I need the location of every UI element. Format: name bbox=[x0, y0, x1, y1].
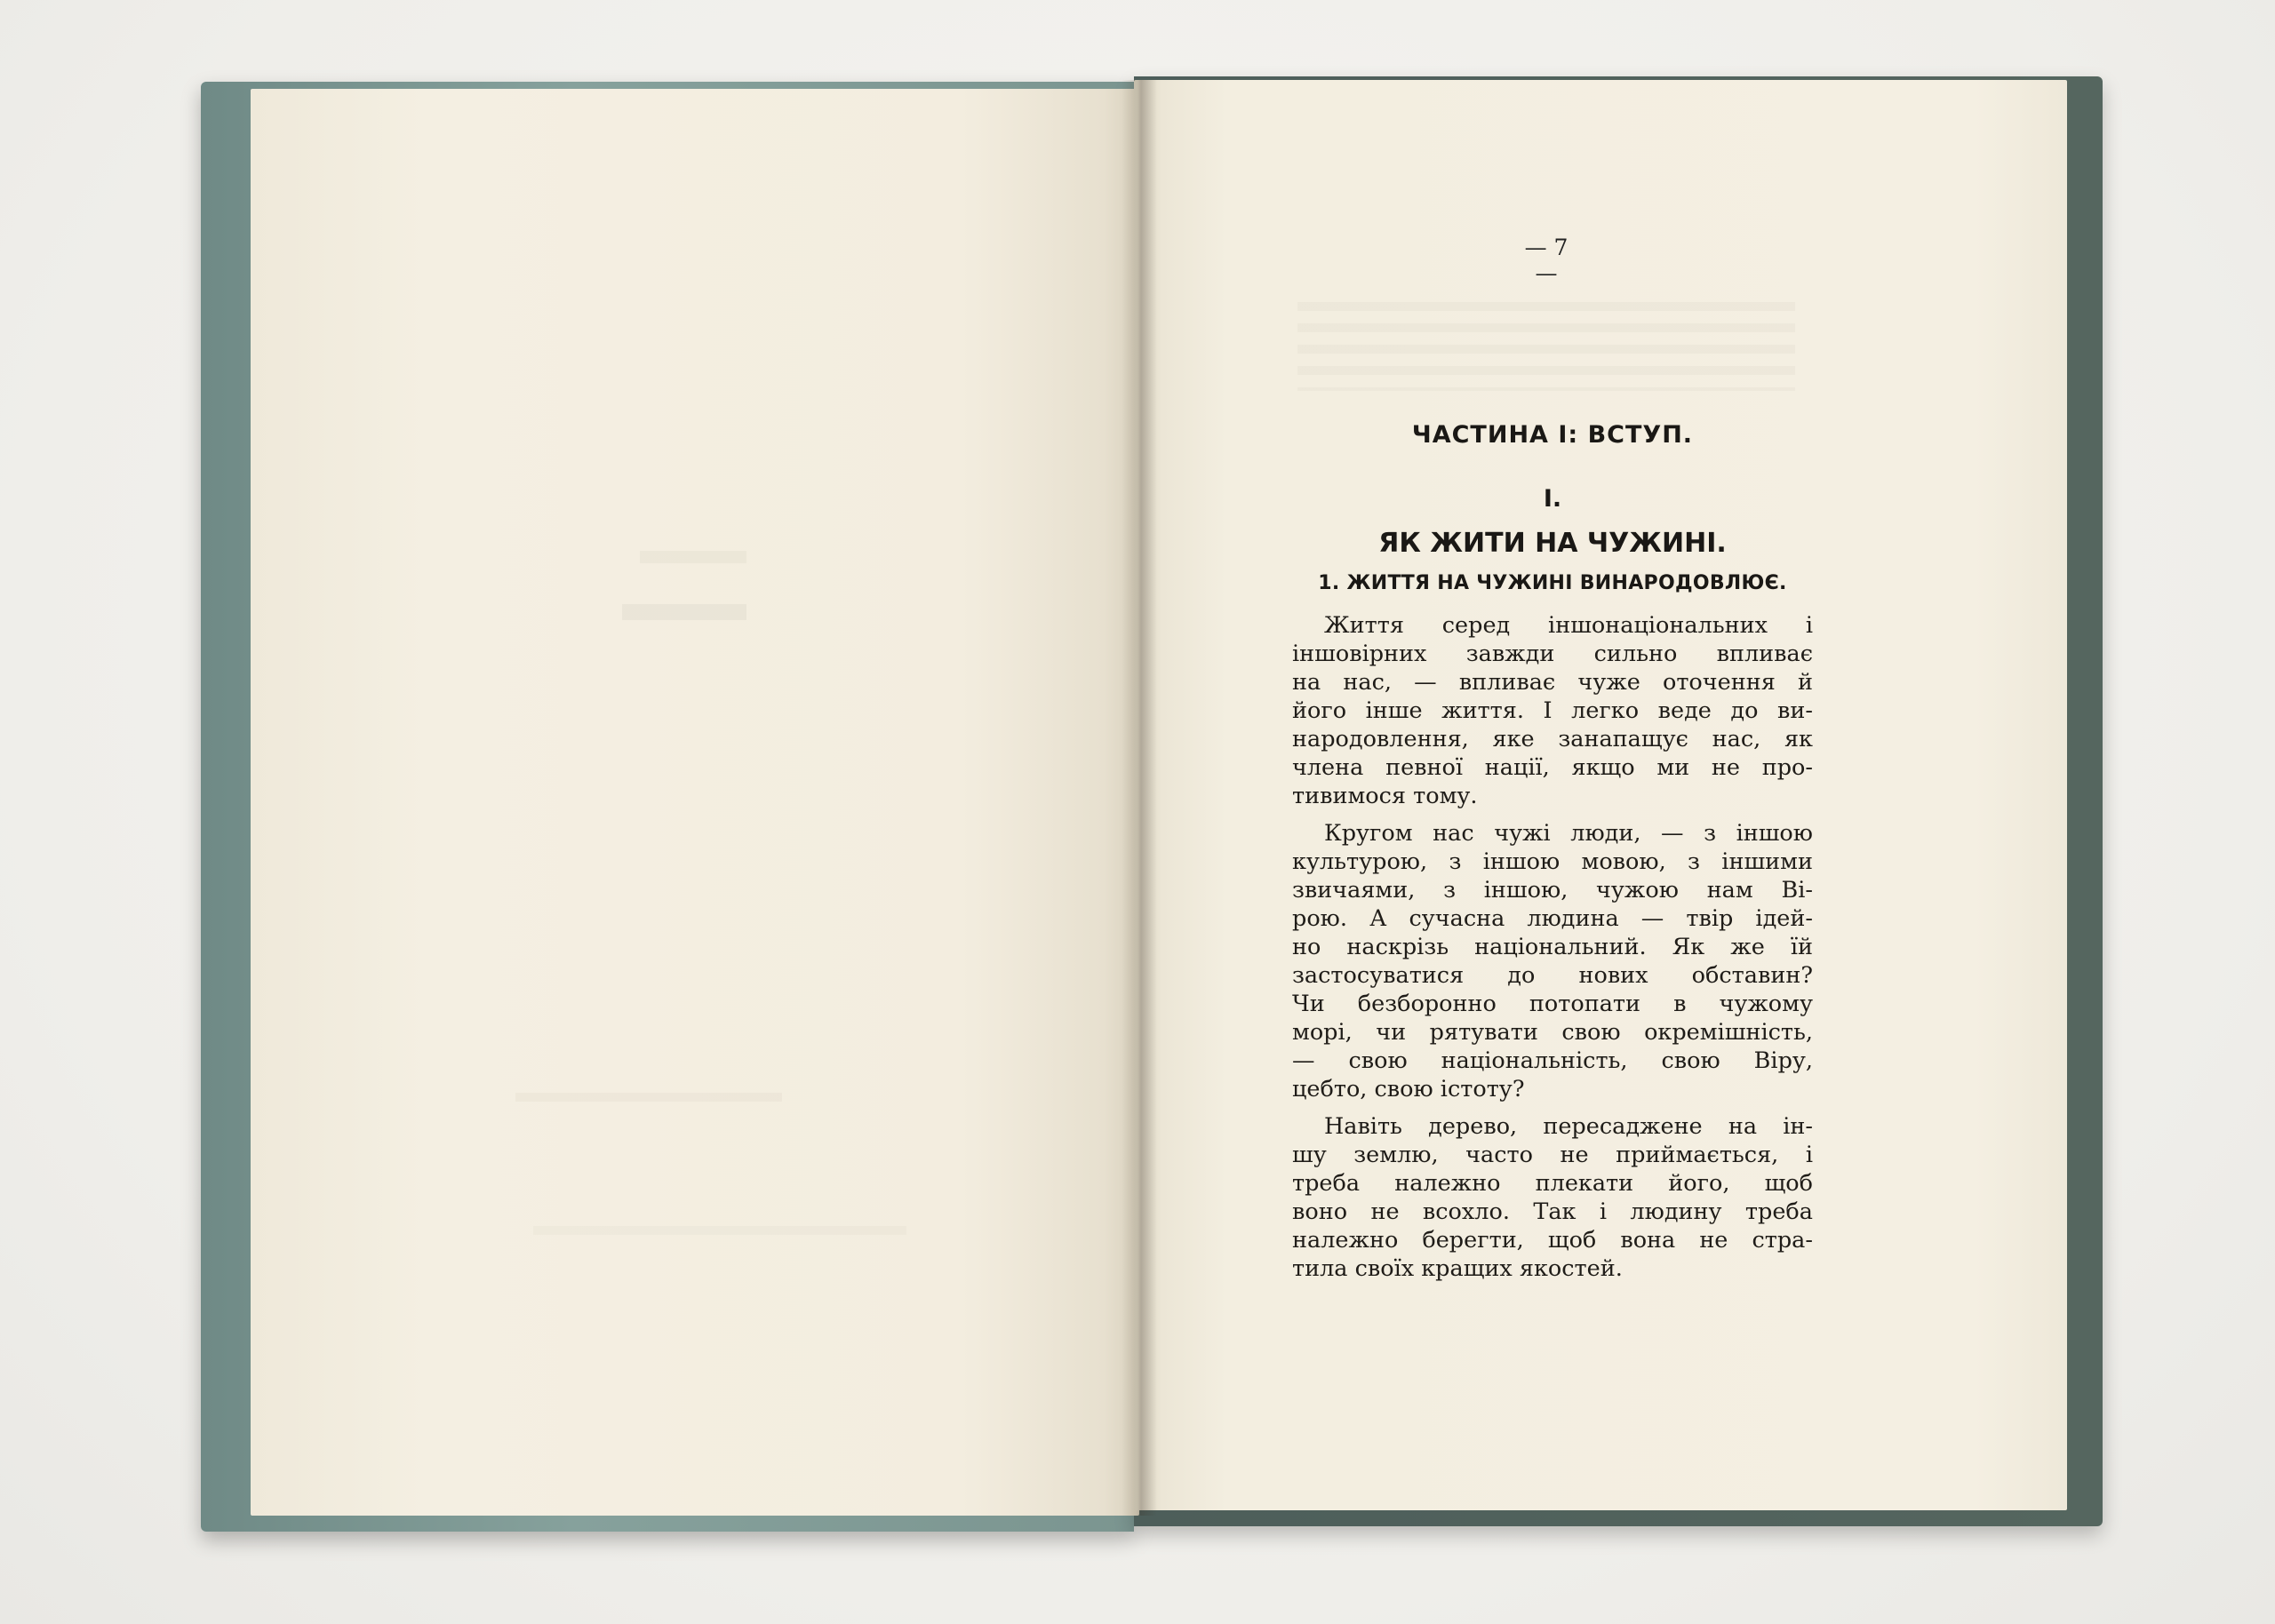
body-text bbox=[1292, 611, 1813, 1292]
text-line: застосуватися до нових обставин? bbox=[1292, 962, 1813, 989]
text-line: Життя серед іншонаціональних і bbox=[1324, 612, 1813, 639]
text-line: члена певної нації, якщо ми не про- bbox=[1292, 754, 1813, 781]
text-line: морі, чи рятувати свою окремішність, bbox=[1292, 1019, 1813, 1046]
text-line: — свою національність, свою Віру, bbox=[1292, 1047, 1813, 1074]
left-page-blank bbox=[251, 89, 1139, 1516]
paragraph bbox=[1292, 1112, 1813, 1283]
text-line: Кругом нас чужі люди, — з іншою bbox=[1324, 820, 1813, 847]
text-line: культурою, з іншою мовою, з іншими bbox=[1292, 848, 1813, 875]
chapter-number: І. bbox=[1543, 485, 1562, 513]
text-line: народовлення, яке занапащує нас, як bbox=[1292, 726, 1813, 752]
text-line: звичаями, з іншою, чужою нам Ві- bbox=[1292, 877, 1813, 904]
text-line: рою. А сучасна людина — твір ідей- bbox=[1292, 905, 1813, 932]
text-line: тивимося тому. bbox=[1292, 783, 1478, 809]
left-page-show-through-mark bbox=[640, 551, 746, 563]
paragraph bbox=[1292, 819, 1813, 1103]
text-line: Навіть дерево, пересаджене на ін- bbox=[1324, 1113, 1813, 1140]
text-line: належно берегти, щоб вона не стра- bbox=[1292, 1227, 1813, 1254]
book-gutter bbox=[1122, 80, 1157, 1516]
text-line: треба належно плекати його, щоб bbox=[1292, 1170, 1813, 1197]
left-page-show-through-mark bbox=[622, 604, 746, 620]
text-line: тила своїх кращих якостей. bbox=[1292, 1255, 1623, 1282]
section-heading: 1. ЖИТТЯ НА ЧУЖИНІ ВИНАРОДОВЛЮЄ. bbox=[1318, 572, 1787, 594]
text-line: Чи безборонно потопати в чужому bbox=[1292, 991, 1813, 1017]
part-title: ЧАСТИНА І: ВСТУП. bbox=[1411, 421, 1694, 449]
page-number: — 7 — bbox=[1524, 235, 1569, 286]
text-line: на нас, — впливає чуже оточення й bbox=[1292, 669, 1813, 696]
text-line: шу землю, часто не приймається, і bbox=[1292, 1142, 1813, 1168]
chapter-title: ЯК ЖИТИ НА ЧУЖИНІ. bbox=[1378, 528, 1727, 559]
text-line: но наскрізь національний. Як же їй bbox=[1292, 934, 1813, 960]
open-book bbox=[201, 55, 2099, 1530]
left-page-show-through-mark bbox=[533, 1226, 906, 1235]
text-line: іншовірних завжди сильно впливає bbox=[1292, 641, 1813, 667]
text-line: воно не всохло. Так і людину треба bbox=[1292, 1198, 1813, 1225]
paragraph bbox=[1292, 611, 1813, 810]
right-page-show-through-mark bbox=[1297, 302, 1795, 391]
left-page-show-through-mark bbox=[515, 1093, 782, 1102]
text-line: цебто, свою істоту? bbox=[1292, 1076, 1525, 1103]
text-line: його інше життя. І легко веде до ви- bbox=[1292, 697, 1813, 724]
